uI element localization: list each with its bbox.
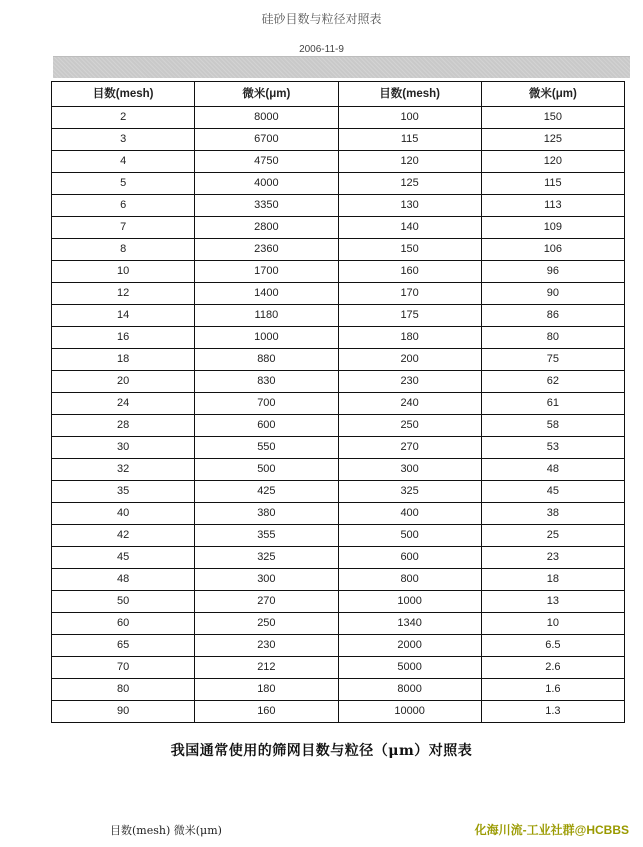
- mesh-cell: 600: [338, 547, 481, 569]
- micron-cell: 500: [195, 459, 338, 481]
- micron-cell: 180: [195, 679, 338, 701]
- mesh-cell: 8000: [338, 679, 481, 701]
- mesh-cell: 130: [338, 195, 481, 217]
- micron-cell: 86: [481, 305, 624, 327]
- footer-text: 目数(mesh) 微米(μm): [110, 824, 222, 837]
- micron-cell: 4000: [195, 173, 338, 195]
- table-row: [52, 613, 625, 635]
- micron-cell: 550: [195, 437, 338, 459]
- micron-cell: 600: [195, 415, 338, 437]
- table-row: [52, 195, 625, 217]
- mesh-cell: 2000: [338, 635, 481, 657]
- table-row: [52, 217, 625, 239]
- mesh-cell: 4: [52, 151, 195, 173]
- micron-cell: 160: [195, 701, 338, 723]
- table-row: [52, 239, 625, 261]
- table-row: [52, 283, 625, 305]
- table-row: [52, 591, 625, 613]
- table-row: [52, 701, 625, 723]
- mesh-cell: 24: [52, 393, 195, 415]
- mesh-cell: 42: [52, 525, 195, 547]
- mesh-cell: 10: [52, 261, 195, 283]
- mesh-cell: 28: [52, 415, 195, 437]
- micron-cell: 1400: [195, 283, 338, 305]
- micron-cell: 106: [481, 239, 624, 261]
- micron-cell: 125: [481, 129, 624, 151]
- table-row: [52, 371, 625, 393]
- micron-cell: 75: [481, 349, 624, 371]
- mesh-cell: 120: [338, 151, 481, 173]
- micron-cell: 120: [481, 151, 624, 173]
- column-header-micron: 微米(μm): [195, 82, 338, 107]
- mesh-cell: 270: [338, 437, 481, 459]
- mesh-cell: 5: [52, 173, 195, 195]
- mesh-cell: 3: [52, 129, 195, 151]
- table-row: [52, 129, 625, 151]
- mesh-cell: 45: [52, 547, 195, 569]
- table-row: [52, 635, 625, 657]
- table-header-row: [52, 82, 625, 107]
- table-row: [52, 437, 625, 459]
- mesh-cell: 1340: [338, 613, 481, 635]
- micron-cell: 8000: [195, 107, 338, 129]
- micron-cell: 830: [195, 371, 338, 393]
- mesh-cell: 16: [52, 327, 195, 349]
- micron-cell: 270: [195, 591, 338, 613]
- micron-cell: 25: [481, 525, 624, 547]
- mesh-cell: 200: [338, 349, 481, 371]
- micron-cell: 90: [481, 283, 624, 305]
- table-row: [52, 525, 625, 547]
- table-row: [52, 459, 625, 481]
- micron-cell: 150: [481, 107, 624, 129]
- micron-cell: 109: [481, 217, 624, 239]
- micron-cell: 3350: [195, 195, 338, 217]
- mesh-cell: 70: [52, 657, 195, 679]
- mesh-cell: 1000: [338, 591, 481, 613]
- micron-cell: 2800: [195, 217, 338, 239]
- micron-cell: 1.6: [481, 679, 624, 701]
- column-header-micron: 微米(μm): [481, 82, 624, 107]
- mesh-cell: 6: [52, 195, 195, 217]
- micron-cell: 250: [195, 613, 338, 635]
- mesh-cell: 35: [52, 481, 195, 503]
- table-row: [52, 415, 625, 437]
- mesh-cell: 20: [52, 371, 195, 393]
- micron-cell: 38: [481, 503, 624, 525]
- mesh-cell: 180: [338, 327, 481, 349]
- mesh-cell: 40: [52, 503, 195, 525]
- mesh-cell: 12: [52, 283, 195, 305]
- mesh-cell: 300: [338, 459, 481, 481]
- mesh-cell: 800: [338, 569, 481, 591]
- mesh-cell: 2: [52, 107, 195, 129]
- mesh-cell: 50: [52, 591, 195, 613]
- micron-cell: 10: [481, 613, 624, 635]
- document-date: 2006-11-9: [299, 44, 344, 55]
- mesh-cell: 80: [52, 679, 195, 701]
- micron-cell: 23: [481, 547, 624, 569]
- micron-cell: 1000: [195, 327, 338, 349]
- mesh-cell: 60: [52, 613, 195, 635]
- mesh-cell: 32: [52, 459, 195, 481]
- column-header-mesh: 目数(mesh): [52, 82, 195, 107]
- micron-cell: 325: [195, 547, 338, 569]
- header-band: [53, 56, 630, 78]
- table-row: [52, 261, 625, 283]
- micron-cell: 2.6: [481, 657, 624, 679]
- mesh-cell: 400: [338, 503, 481, 525]
- mesh-cell: 115: [338, 129, 481, 151]
- table-row: [52, 547, 625, 569]
- table-row: [52, 327, 625, 349]
- mesh-conversion-table: [51, 81, 625, 723]
- mesh-cell: 30: [52, 437, 195, 459]
- table-row: [52, 481, 625, 503]
- table-row: [52, 349, 625, 371]
- table-row: [52, 503, 625, 525]
- micron-cell: 13: [481, 591, 624, 613]
- micron-cell: 2360: [195, 239, 338, 261]
- mesh-cell: 170: [338, 283, 481, 305]
- micron-cell: 80: [481, 327, 624, 349]
- mesh-cell: 230: [338, 371, 481, 393]
- micron-cell: 880: [195, 349, 338, 371]
- micron-cell: 1180: [195, 305, 338, 327]
- table-row: [52, 151, 625, 173]
- mesh-cell: 150: [338, 239, 481, 261]
- table-caption: 我国通常使用的筛网目数与粒径（μm）对照表: [170, 743, 473, 759]
- mesh-cell: 325: [338, 481, 481, 503]
- mesh-cell: 500: [338, 525, 481, 547]
- table-row: [52, 173, 625, 195]
- micron-cell: 115: [481, 173, 624, 195]
- micron-cell: 6700: [195, 129, 338, 151]
- table-row: [52, 107, 625, 129]
- mesh-cell: 8: [52, 239, 195, 261]
- mesh-cell: 7: [52, 217, 195, 239]
- mesh-cell: 10000: [338, 701, 481, 723]
- micron-cell: 18: [481, 569, 624, 591]
- micron-cell: 212: [195, 657, 338, 679]
- mesh-cell: 5000: [338, 657, 481, 679]
- table-row: [52, 305, 625, 327]
- micron-cell: 425: [195, 481, 338, 503]
- micron-cell: 1.3: [481, 701, 624, 723]
- table-body: [52, 107, 625, 723]
- mesh-cell: 125: [338, 173, 481, 195]
- mesh-cell: 175: [338, 305, 481, 327]
- micron-cell: 58: [481, 415, 624, 437]
- micron-cell: 45: [481, 481, 624, 503]
- watermark: 化海川流-工业社群@HCBBS: [474, 823, 629, 837]
- table-row: [52, 393, 625, 415]
- micron-cell: 6.5: [481, 635, 624, 657]
- micron-cell: 355: [195, 525, 338, 547]
- micron-cell: 1700: [195, 261, 338, 283]
- micron-cell: 700: [195, 393, 338, 415]
- micron-cell: 48: [481, 459, 624, 481]
- mesh-cell: 100: [338, 107, 481, 129]
- mesh-cell: 250: [338, 415, 481, 437]
- micron-cell: 300: [195, 569, 338, 591]
- micron-cell: 53: [481, 437, 624, 459]
- mesh-cell: 140: [338, 217, 481, 239]
- micron-cell: 62: [481, 371, 624, 393]
- table-row: [52, 657, 625, 679]
- mesh-cell: 18: [52, 349, 195, 371]
- table-row: [52, 679, 625, 701]
- micron-cell: 380: [195, 503, 338, 525]
- micron-cell: 230: [195, 635, 338, 657]
- micron-cell: 113: [481, 195, 624, 217]
- mesh-cell: 14: [52, 305, 195, 327]
- micron-cell: 96: [481, 261, 624, 283]
- document-title: 硅砂目数与粒径对照表: [261, 12, 382, 26]
- mesh-cell: 90: [52, 701, 195, 723]
- mesh-cell: 48: [52, 569, 195, 591]
- micron-cell: 61: [481, 393, 624, 415]
- mesh-cell: 65: [52, 635, 195, 657]
- table-row: [52, 569, 625, 591]
- column-header-mesh: 目数(mesh): [338, 82, 481, 107]
- mesh-cell: 240: [338, 393, 481, 415]
- micron-cell: 4750: [195, 151, 338, 173]
- mesh-cell: 160: [338, 261, 481, 283]
